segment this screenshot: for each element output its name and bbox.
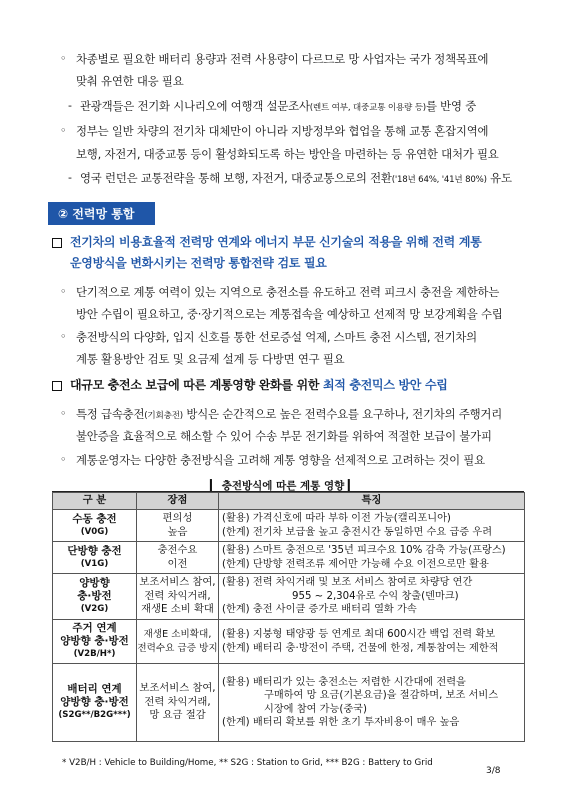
heading-line: 운영방식을 변화시키는 전력망 통합전략 검토 필요 bbox=[70, 256, 327, 270]
table-row bbox=[53, 574, 525, 620]
paragraph-line: 충전방식의 다양화, 입지 신호를 통한 선로증설 억제, 스마트 충전 시스템, 전기차의 bbox=[76, 330, 477, 344]
text-span-small: (렌트 여부, 대중교통 이용량 등) bbox=[309, 103, 426, 113]
paragraph-line: 방안 수립이 필요하고, 중·장기적으로는 계통접속을 예상하고 선제적 망 보강계획을 수립 bbox=[76, 307, 503, 321]
feature-line: 구매하여 망 요금(기본요금)을 절감하며, 보조 서비스 bbox=[264, 690, 499, 701]
pros-line: 이전 bbox=[167, 557, 188, 570]
paragraph-line: 계통운영자는 다양한 충전방식을 고려해 계통 영향을 선제적으로 고려하는 것이 필요 bbox=[76, 453, 485, 467]
row-label bbox=[53, 542, 137, 574]
row-name: 양방향 충·방전 bbox=[60, 696, 129, 708]
table-row bbox=[53, 510, 525, 542]
circle-bullet-icon: ◦ bbox=[60, 407, 67, 420]
charging-impact-table bbox=[52, 492, 525, 742]
pros-line: 전력수요 급증 방지 bbox=[137, 642, 218, 654]
table-header: 특징 bbox=[219, 493, 525, 510]
heading-line: 전기차의 비용효율적 전력망 연계와 에너지 부문 신기술의 적용을 위해 전력 계통 bbox=[70, 235, 482, 249]
paragraph-line: 보행, 자전거, 대중교통 등이 활성화되도록 하는 방안을 마련하는 등 유연한 대처가 필요 bbox=[76, 147, 499, 161]
table-row bbox=[53, 620, 525, 664]
row-pros bbox=[137, 574, 219, 620]
row-features bbox=[219, 542, 525, 574]
text-span: 유도 bbox=[486, 171, 512, 185]
row-code: (V0G) bbox=[80, 526, 109, 537]
text-span: 특정 급속충전 bbox=[76, 407, 145, 421]
paragraph-line: 단기적으로 계통 여력이 있는 지역으로 충전소를 유도하고 전력 피크시 충전을 제한하는 bbox=[76, 285, 500, 299]
square-bullet-icon bbox=[52, 238, 62, 248]
pros-line: 보조서비스 참여, bbox=[139, 682, 216, 695]
table-header-row bbox=[53, 493, 525, 510]
feature-line: (한계) 배터리 충·방전이 주택, 건물에 한정, 계통참여는 제한적 bbox=[222, 642, 499, 654]
circle-bullet-icon: ◦ bbox=[60, 453, 67, 466]
row-features bbox=[219, 620, 525, 664]
pros-line: 전력 차익거래, bbox=[144, 589, 211, 602]
row-label bbox=[53, 574, 137, 620]
paragraph-line bbox=[76, 406, 502, 424]
circle-bullet-icon: ◦ bbox=[60, 285, 67, 298]
table-caption: ▎ 충전방식에 따른 계통 영향 ▎ bbox=[209, 480, 356, 492]
text-span: 를 반영 중 bbox=[425, 99, 477, 113]
feature-line: (활용) 배터리가 있는 충전소는 저렴한 시간대에 전력을 bbox=[222, 676, 466, 688]
row-name: 충·방전 bbox=[77, 590, 112, 602]
heading-text: 대규모 충전소 보급에 따른 계통영향 완화를 위한 bbox=[70, 378, 323, 392]
row-code: (V2B/H*) bbox=[73, 649, 116, 659]
feature-line: (한계) 충전 사이클 증가로 배터리 열화 가속 bbox=[222, 604, 417, 616]
pros-line: 편의성 bbox=[162, 512, 193, 524]
row-name: 양방향 충·방전 bbox=[60, 635, 129, 647]
dash-bullet-icon: - bbox=[68, 99, 72, 112]
paragraph-line: 정부는 일반 차량의 전기차 대체만이 아니라 지방정부와 협업을 통해 교통 혼잡지역에 bbox=[76, 124, 489, 138]
feature-line: (활용) 지붕형 태양광 등 연계로 최대 600시간 백업 전력 확보 bbox=[222, 629, 496, 640]
dash-bullet-icon: - bbox=[68, 171, 72, 184]
pros-line: 전력 차익거래, bbox=[144, 695, 211, 708]
paragraph-line: 맞춰 유연한 대응 필요 bbox=[76, 74, 184, 88]
feature-line: (한계) 배터리 확보를 위한 초기 투자비용이 매우 높음 bbox=[222, 717, 460, 728]
row-features bbox=[219, 574, 525, 620]
paragraph-line: 차종별로 필요한 배터리 용량과 전력 사용량이 다르므로 망 사업자는 국가 정책목표에 bbox=[76, 52, 489, 66]
pros-line: 보조서비스 참여, bbox=[139, 576, 216, 589]
row-features bbox=[219, 510, 525, 542]
feature-line: 시장에 참여 가능(중국) bbox=[264, 703, 367, 715]
text-span: 방식은 순간적으로 높은 전력수요를 요구하나, 전기차의 주행거리 bbox=[182, 407, 503, 421]
feature-line: (한계) 단방향 전력조류 제어만 가능해 수요 이전으로만 활용 bbox=[222, 558, 489, 570]
paragraph-line: 계통 활용방안 검토 및 요금제 설계 등 다방면 연구 필요 bbox=[76, 352, 345, 366]
row-features bbox=[219, 664, 525, 742]
table-row bbox=[53, 664, 525, 742]
text-span-small: (기회충전) bbox=[144, 411, 183, 421]
table-row bbox=[53, 542, 525, 574]
table-header: 장점 bbox=[137, 493, 219, 510]
row-code: (V2G) bbox=[80, 604, 109, 614]
row-label bbox=[53, 620, 137, 664]
row-name: 수동 충전 bbox=[72, 512, 117, 525]
row-pros bbox=[137, 510, 219, 542]
paragraph-line bbox=[80, 170, 512, 188]
square-bullet-icon bbox=[52, 381, 62, 391]
row-code: (V1G) bbox=[80, 558, 109, 569]
row-name: 양방향 bbox=[79, 577, 110, 589]
circle-bullet-icon: ◦ bbox=[60, 124, 67, 137]
row-label bbox=[53, 510, 137, 542]
paragraph-line: 불안증을 효율적으로 해소할 수 있어 수송 부문 전기화를 위하여 적절한 보급이 불가피 bbox=[76, 429, 492, 443]
pros-line: 충전수요 bbox=[157, 544, 198, 556]
row-pros bbox=[137, 620, 219, 664]
heading-highlight: 최적 충전믹스 방안 수립 bbox=[323, 378, 448, 392]
row-name: 단방향 충전 bbox=[67, 544, 122, 557]
pros-line: 망 요금 절감 bbox=[149, 709, 206, 722]
pros-line: 높음 bbox=[167, 525, 188, 538]
section-header: ② 전력망 통합 bbox=[48, 202, 155, 225]
circle-bullet-icon: ◦ bbox=[60, 52, 67, 65]
text-span: 영국 런던은 교통전략을 통해 보행, 자전거, 대중교통으로의 전환 bbox=[80, 171, 392, 185]
row-pros bbox=[137, 664, 219, 742]
row-pros bbox=[137, 542, 219, 574]
page-number: 3/8 bbox=[486, 766, 501, 776]
feature-line: (활용) 전력 차익거래 및 보조 서비스 참여로 차량당 연간 bbox=[222, 577, 473, 589]
table-footnote: * V2B/H : Vehicle to Building/Home, ** S2G : Station to Grid, *** B2G : Battery to Grid bbox=[62, 758, 433, 768]
text-span-small: ('18년 64%, '41년 80%) bbox=[391, 175, 487, 185]
feature-line: (활용) 가격신호에 따라 부하 이전 가능(캘리포니아) bbox=[222, 513, 451, 524]
row-name: 배터리 연계 bbox=[67, 683, 122, 695]
row-label bbox=[53, 664, 137, 742]
paragraph-line bbox=[80, 98, 476, 116]
row-name: 주거 연계 bbox=[72, 622, 117, 634]
circle-bullet-icon: ◦ bbox=[60, 330, 67, 343]
feature-line: (활용) 스마트 충전으로 '35년 피크수요 10% 감축 가능(프랑스) bbox=[222, 545, 506, 556]
feature-line: 955 ~ 2,304유로 수익 창출(덴마크) bbox=[292, 590, 459, 602]
row-code: (S2G**/B2G***) bbox=[58, 710, 131, 720]
table-header: 구 분 bbox=[53, 493, 137, 510]
heading-line bbox=[70, 377, 448, 394]
feature-line: (한계) 전기차 보급율 높고 충전시간 동일하면 수요 급증 우려 bbox=[222, 526, 493, 538]
pros-line: 재생E 소비 확대 bbox=[141, 603, 214, 616]
pros-line: 재생E 소비확대, bbox=[143, 629, 212, 640]
text-span: 관광객들은 전기화 시나리오에 여행객 설문조사 bbox=[80, 99, 310, 113]
